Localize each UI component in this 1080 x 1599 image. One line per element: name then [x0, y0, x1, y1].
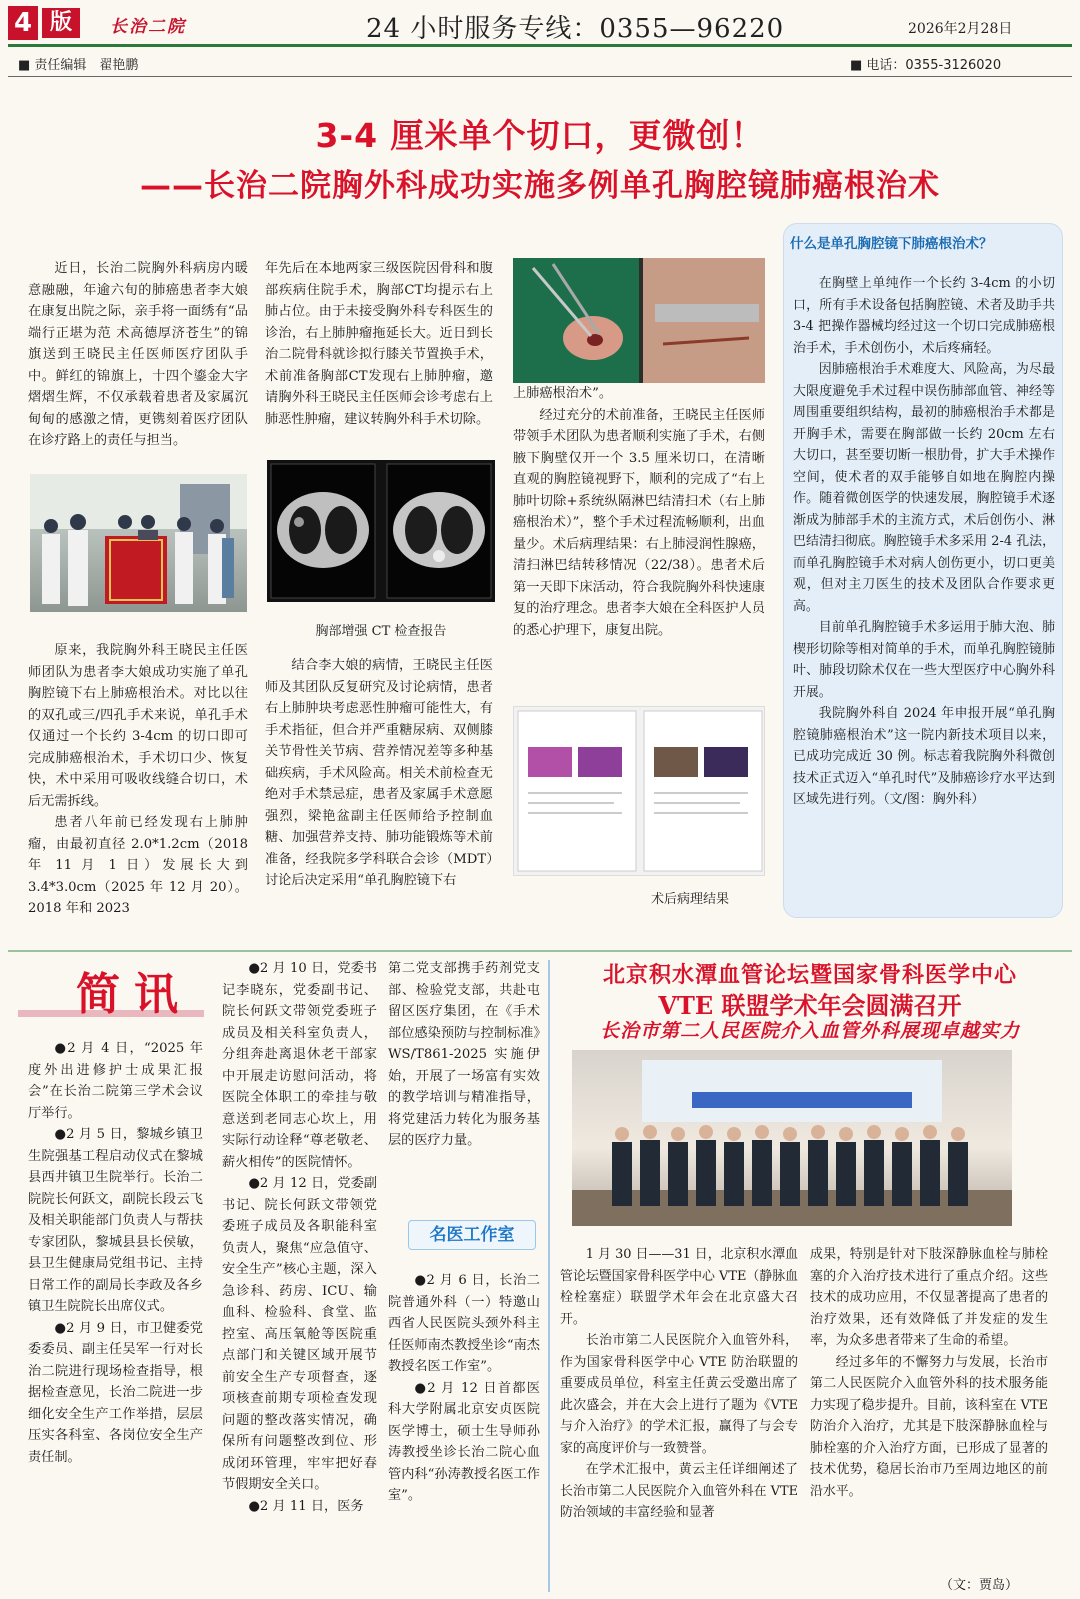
lead-col3	[513, 383, 765, 683]
sub-rule	[8, 76, 1072, 77]
vte-col-left	[560, 1244, 798, 1596]
phone-line: ■ 电话：0355-3126020	[850, 58, 1002, 73]
news-item: 第二党支部携手药剂党支部、检验党支部，共赴屯留区医疗集团，在《手术部位感染预防与控制标准》WS/T861-2025 实施伊始，开展了一场富有实效的教学培训与精准指导，将党建活力转化为服务基层的医疗力量。	[388, 961, 540, 1148]
paragraph: 结合李大娘的病情，王晓民主任医师及其团队反复研究及讨论病情，患者右上肺肿块考虑恶性肿瘤可能性大，有手术指征，但合并严重糖尿病、双侧膝关节骨性关节病、营养情况差等多种基础疾病，手术风险高。相关术前检查无绝对手术禁忌症，患者及家属手术意愿强烈，梁艳盆副主任医师给予控制血糖、加强营养支持、肺功能锻炼等术前准备，经我院多学科联合会诊（MDT）讨论后决定采用“单孔胸腔镜下右	[265, 658, 493, 888]
vte-headline-2: VTE 联盟学术年会圆满召开	[658, 991, 962, 1020]
jianxun-col3-bottom	[388, 1270, 540, 1570]
news-item: ●2 月 6 日，长治二院普通外科（一）特邀山西省人民医院头颈外科主任医师南杰教授坐诊“南杰教授名医工作室”。	[388, 1273, 540, 1374]
paragraph: 年先后在本地两家三级医院因骨科和腹部疾病住院手术，胸部CT均提示右上肺占位。由于未接受胸外科专科医生的诊治，右上肺肿瘤拖延长大。近日到长治二院骨科就诊拟行膝关节置换手术，术前准备胸部CT发现右上肺肿瘤，邀请胸外科王晓民主任医师会诊考虑右上肺恶性肿瘤，建议转胸外科手术切除。	[265, 261, 493, 427]
vte-headline-3: 长治市第二人民医院介入血管外科展现卓越实力	[599, 1020, 1020, 1042]
banner-ceremony-photo	[30, 474, 247, 612]
column-divider	[548, 960, 550, 1592]
group-photo-image	[30, 474, 247, 612]
vte-credit: （文：贾岛）	[940, 1578, 1019, 1593]
conference-photo-image	[572, 1050, 1012, 1226]
masthead-rule	[8, 44, 1072, 47]
surgery-image	[513, 258, 765, 383]
paragraph: 因肺癌根治手术难度大、风险高，为尽最大限度避免手术过程中误伤肺部血管、神经等周围重要组织结构，最初的肺癌根治手术都是开胸手术，需要在胸部做一长约 20cm 左右大切口，甚至要切断一根肋骨，扩大手术操作空间，使术者的双手能够自如地在胸腔内操作。随着微创医学的快速发展，胸腔镜手术逐渐成为肺部手术的主流方式，术后创伤小、淋巴结清扫彻底。胸腔镜手术多采用 2-4 孔法，而单孔胸腔镜手术对病人创伤更小，切口更美观，但对主刀医生的技术及团队合作要求更高。	[793, 362, 1055, 614]
editor-line: ■ 责任编辑 翟艳鹏	[18, 58, 139, 73]
paragraph: 上肺癌根治术”。	[513, 386, 613, 401]
pathology-report-photo	[513, 706, 765, 876]
lead-col1-bottom	[28, 640, 248, 916]
lead-col2-top	[265, 258, 493, 458]
paragraph: 近日，长治二院胸外科病房内暖意融融，年逾六旬的肺癌患者李大娘在康复出院之际，亲手将一面绣有“品端行正堪为范 术高德厚济苍生”的锦旗送到王晓民主任医师医疗团队手中。鲜红的锦旗上，十四个鎏金大字熠熠生辉，不仅承载着患者及家属沉甸甸的感激之情，更镌刻着医疗团队在诊疗路上的责任与担当。	[28, 261, 248, 448]
lead-subheadline: ——长治二院胸外科成功实施多例单孔胸腔镜肺癌根治术	[140, 168, 940, 204]
page-suffix: 版	[42, 8, 80, 38]
sidebar-text	[793, 273, 1055, 913]
sidebar-title: 什么是单孔胸腔镜下肺癌根治术？	[790, 236, 993, 252]
paragraph: 在胸壁上单纯作一个长约 3-4cm 的小切口，所有手术设备包括胸腔镜、术者及助手共 3-4 把操作器械均经过这一个切口完成肺癌根治手术，手术创伤小，术后疼痛轻。	[793, 276, 1055, 356]
paragraph: 经过充分的术前准备，王晓民主任医师带领手术团队为患者顺利实施了手术，右侧腋下胸壁仅开一个 3.5 厘米切口，在清晰直观的胸腔镜视野下，顺利的完成了“右上肺叶切除+系统纵隔淋巴结清扫术（右上肺癌根治术）”，整个手术过程流畅顺利，出血量少。术后病理结果：右上肺浸润性腺癌，清扫淋巴结转移情况（22/38）。患者术后第一天即下床活动，符合我院胸外科快速康复的治疗理念。患者李大娘在全科医护人员的悉心护理下，康复出院。	[513, 407, 765, 638]
lead-col1-top	[28, 258, 248, 473]
section-divider	[8, 950, 1072, 952]
paragraph: 原来，我院胸外科王晓民主任医师团队为患者李大娘成功实施了单孔胸腔镜下右上肺癌根治术。对比以往的双孔或三/四孔手术来说，单孔手术仅通过一个长约 3-4cm 的切口即可完成肺癌根治术，手术切口少、恢复快，术中采用可吸收线缝合切口，术后无需拆线。	[28, 643, 248, 809]
news-item: ●2 月 11 日，医务	[248, 1498, 364, 1514]
news-item: ●2 月 5 日，黎城乡镇卫生院强基工程启动仪式在黎城县西井镇卫生院举行。长治二院院长何跃文，副院长段云飞及相关职能部门负责人与帮扶专家团队，黎城县县长侯敏，县卫生健康局党组书记、主持日常工作的副局长李政及各乡镇卫生院院长出席仪式。	[28, 1127, 203, 1314]
paragraph: 我院胸外科自 2024 年申报开展“单孔胸腔镜肺癌根治术”这一院内新技术项目以来，已成功完成近 30 例。标志着我院胸外科微创技术正式迈入“单孔时代”及肺癌诊疗水平达到区域先进行列。（文/图：胸外科）	[793, 706, 1055, 807]
page-number: 4	[8, 6, 38, 40]
news-item: ●2 月 9 日，市卫健委党委委员、副主任吴军一行对长治二院进行现场检查指导，根据检查意见，长治二院进一步细化安全生产工作举措，层层压实各科室、各岗位安全生产责任制。	[28, 1320, 203, 1465]
news-item: ●2 月 12 日首都医科大学附属北京安贞医院医学博士，硕士生导师孙涛教授坐诊长治二院心血管内科“孙涛教授名医工作室”。	[388, 1380, 540, 1503]
ct-scan-image	[267, 460, 495, 602]
paper-name: 长治二院	[110, 17, 186, 37]
paragraph: 患者八年前已经发现右上肺肿瘤，由最初直径 2.0*1.2cm（2018 年 11 月 1 日）发展长大到 3.4*3.0cm（2025 年 12 月 20）。2018 年和 2023	[28, 815, 248, 916]
news-item: ●2 月 4 日，“2025 年度外出进修护士成果汇报会”在长治二院第三学术会议厅举行。	[28, 1041, 203, 1121]
news-item: ●2 月 10 日，党委书记李晓东，党委副书记、院长何跃文带领党委班子成员及相关科室负责人，分组奔赴离退休老干部家中开展走访慰问活动，将医院全体职工的牵挂与敬意送到老同志心坎上，用实际行动诠释“尊老敬老、薪火相传”的医院情怀。	[222, 961, 377, 1170]
lead-col2-bottom	[265, 655, 493, 905]
issue-date: 2026年2月28日	[908, 21, 1013, 37]
jianxun-col3-top	[388, 958, 540, 1173]
pathology-caption: 术后病理结果	[650, 892, 729, 907]
jianxun-title: 简讯	[76, 969, 192, 1020]
service-hotline: 24 小时服务专线：0355—96220	[366, 14, 785, 44]
ct-caption: 胸部增强 CT 检查报告	[315, 624, 447, 639]
jianxun-col1	[28, 1038, 203, 1563]
vte-headline-1: 北京积水潭血管论坛暨国家骨科医学中心	[602, 962, 1017, 988]
pathology-report-image	[514, 707, 766, 877]
conference-group-photo	[572, 1050, 1012, 1226]
news-item: ●2 月 12 日，党委副书记、院长何跃文带领党委班子成员及各职能科室负责人，聚焦“应急值守、安全生产”核心主题，深入急诊科、药房、ICU、输血科、检验科、食堂、监控室、高压氧舱等医院重点部门和关键区域开展节前安全生产专项督查，逐项核查前期专项检查发现问题的整改落实情况，确保所有问题整改到位、形成闭环管理，牢牢把好春节假期安全关口。	[222, 1176, 377, 1492]
paragraph: 长治市第二人民医院介入血管外科，作为国家骨科医学中心 VTE 防治联盟的重要成员单位，科室主任黄云受邀出席了此次盛会，并在大会上进行了题为《VTE 与介入治疗》的学术汇报，赢得了与会专家的高度评价与一致赞誉。	[560, 1333, 798, 1456]
ct-scan-photo	[267, 460, 495, 602]
jianxun-col2	[222, 958, 377, 1570]
paragraph: 成果，特别是针对下肢深静脉血栓与肺栓塞的介入治疗技术进行了重点介绍。这些技术的成功应用，不仅显著提高了患者的治疗效果，还有效降低了并发症的发生率，为众多患者带来了生命的希望。	[810, 1247, 1048, 1348]
paragraph: 经过多年的不懈努力与发展，长治市第二人民医院介入血管外科的技术服务能力实现了稳步提升。目前，该科室在 VTE 防治介入治疗，尤其是下肢深静脉血栓与肺栓塞的介入治疗方面，已形成了显著的技术优势，稳居长治市乃至周边地区的前沿水平。	[810, 1354, 1048, 1499]
surgery-photo	[513, 258, 765, 383]
paragraph: 1 月 30 日——31 日，北京积水潭血管论坛暨国家骨科医学中心 VTE（静脉血栓栓塞症）联盟学术年会在北京盛大召开。	[560, 1247, 798, 1327]
vte-col-right	[810, 1244, 1048, 1570]
lead-headline: 3-4 厘米单个切口，更微创！	[315, 116, 765, 155]
paragraph: 在学术汇报中，黄云主任详细阐述了长治市第二人民医院介入血管外科在 VTE 防治领域的丰富经验和显著	[560, 1462, 798, 1520]
mingyi-title: 名医工作室	[408, 1220, 536, 1250]
paragraph: 目前单孔胸腔镜手术多运用于肺大泡、肺楔形切除等相对简单的手术，而单孔胸腔镜肺叶、肺段切除术仅在一些大型医疗中心胸外科开展。	[793, 620, 1055, 700]
